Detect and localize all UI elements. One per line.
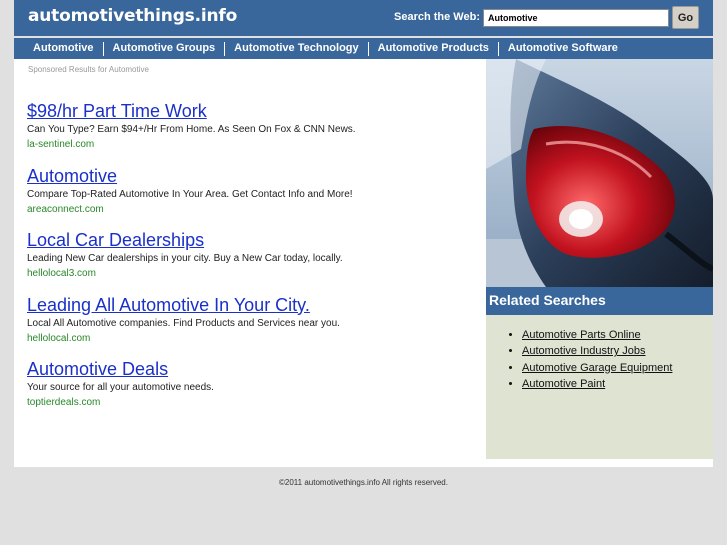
ad-title-link[interactable]: Automotive [27,165,118,186]
ad-result [27,229,467,294]
ad-url[interactable]: areaconnect.com [27,203,104,215]
search-label: Search the Web: [394,11,480,23]
ad-description: Your source for all your automotive needs. [27,382,214,393]
related-search-link[interactable]: Automotive Paint [522,377,606,390]
nav-item-automotive-technology[interactable]: Automotive Technology [234,42,359,54]
site-header [14,0,713,36]
related-search-item[interactable] [522,376,672,392]
nav-item-automotive-products[interactable]: Automotive Products [377,42,489,54]
ad-description: Can You Type? Earn $94+/Hr From Home. As Seen On Fox & CNN News. [27,124,356,135]
ad-list [27,100,467,423]
related-search-link[interactable]: Automotive Parts Online [522,329,641,341]
footer-copyright: ©2011 automotivethings.info All rights reserved. [279,478,448,487]
ad-url[interactable]: hellolocal3.com [27,268,96,279]
related-search-item[interactable] [522,360,672,376]
related-searches-title: Related Searches [486,287,713,315]
ad-result [27,294,467,359]
ad-title-link[interactable]: $98/hr Part Time Work [27,101,207,121]
nav-item-automotive[interactable]: Automotive [33,42,94,54]
ad-url[interactable]: toptierdeals.com [27,397,101,408]
ad-description: Local All Automotive companies. Find Products and Services near you. [27,317,340,329]
ad-url[interactable]: hellolocal.com [27,332,91,344]
ad-title-link[interactable]: Leading All Automotive In Your City. [27,294,310,315]
related-search-link[interactable]: Automotive Garage Equipment [522,361,673,374]
ad-title-link[interactable]: Local Car Dealerships [27,230,205,250]
related-searches-list [522,327,672,392]
ad-result [27,100,467,165]
car-taillight-image [486,59,713,287]
site-title[interactable]: automotivethings.info [28,6,238,26]
ad-description: Compare Top-Rated Automotive In Your Area. Get Contact Info and More! [27,188,353,200]
related-search-item[interactable] [522,343,672,359]
nav-bar [14,38,713,59]
ad-description: Leading New Car dealerships in your city. Buy a New Car today, locally. [27,253,343,264]
related-search-link[interactable]: Automotive Industry Jobs [522,345,646,358]
sponsored-label: Sponsored Results for Automotive [28,65,149,74]
related-search-item[interactable] [522,327,672,343]
search-input[interactable] [483,9,669,27]
ad-title-link[interactable]: Automotive Deals [27,359,169,379]
nav-item-automotive-software[interactable]: Automotive Software [507,42,618,54]
nav-item-automotive-groups[interactable]: Automotive Groups [112,42,216,54]
ad-result [27,358,467,423]
go-button[interactable]: Go [672,6,699,29]
ad-url[interactable]: la-sentinel.com [27,139,95,150]
ad-result [27,165,467,230]
main-content [14,59,713,467]
sidebar [486,59,713,459]
